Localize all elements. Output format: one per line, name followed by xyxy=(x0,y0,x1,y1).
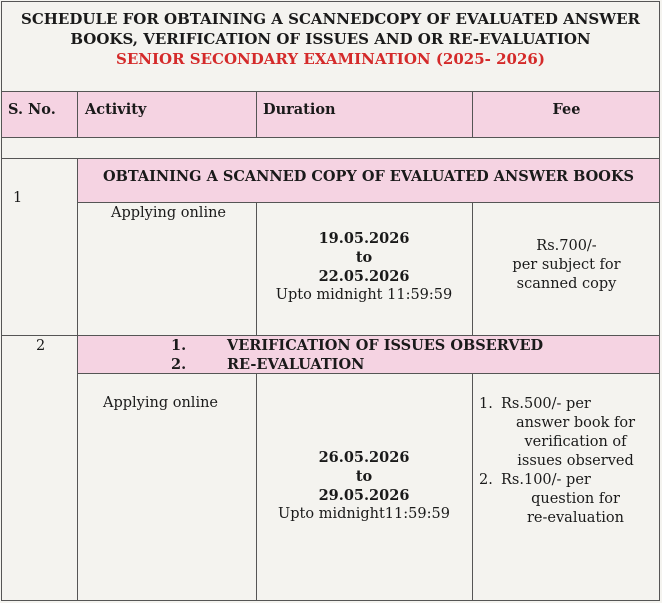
row-1-fee-line: per subject for xyxy=(512,257,621,273)
fee-item xyxy=(479,471,660,528)
fee-item xyxy=(479,395,660,471)
title-line-1: SCHEDULE FOR OBTAINING A SCANNEDCOPY OF EVALUATED ANSWER xyxy=(20,10,641,28)
row-1-date-to: 22.05.2026 xyxy=(318,268,410,285)
fee-item-first: Rs.100/- per xyxy=(501,472,591,488)
row-1-fee xyxy=(473,237,660,294)
rule-right xyxy=(659,1,660,601)
row-1-duration xyxy=(256,229,472,305)
rule-left xyxy=(1,1,2,601)
row-2-date-from: 26.05.2026 xyxy=(318,449,410,466)
section-item-text: RE-EVALUATION xyxy=(227,356,365,373)
section-item-text: VERIFICATION OF ISSUES OBSERVED xyxy=(227,337,544,354)
rule-col-duration xyxy=(472,91,473,138)
row-2-duration xyxy=(256,448,472,524)
document-title xyxy=(5,9,656,69)
row-1-upto: Upto midnight 11:59:59 xyxy=(275,287,453,303)
schedule-document xyxy=(1,1,660,601)
fee-item-number: 1. xyxy=(479,396,493,412)
fee-item-line: verification of xyxy=(524,434,627,450)
title-exam-name: SENIOR SECONDARY EXAMINATION (2025- 2026) xyxy=(116,50,545,68)
fee-item-number: 2. xyxy=(479,472,493,488)
header-duration: Duration xyxy=(263,101,336,118)
row-2-to: to xyxy=(355,468,373,485)
rule-spacer-bottom xyxy=(1,158,660,159)
rule-col-activity xyxy=(256,373,257,601)
header-fee: Fee xyxy=(552,101,581,118)
rule-bottom xyxy=(1,600,660,601)
header-sno: S. No. xyxy=(8,101,56,118)
rule-col-duration xyxy=(472,373,473,601)
row-2-section-item xyxy=(171,355,543,374)
row-2-section-item xyxy=(171,336,543,355)
section-item-number: 2. xyxy=(171,356,187,373)
fee-item-first: Rs.500/- per xyxy=(501,396,591,412)
fee-item-line: issues observed xyxy=(517,453,634,469)
row-1-fee-line: Rs.700/- xyxy=(536,238,597,254)
rule-row-1-bottom xyxy=(1,335,660,336)
row-2-date-to: 29.05.2026 xyxy=(318,487,410,504)
fee-item-line: question for xyxy=(531,491,620,507)
row-1-fee-line: scanned copy xyxy=(516,276,617,292)
rule-col-duration xyxy=(472,202,473,335)
rule-section-1-bottom xyxy=(77,202,660,203)
rule-header-bottom xyxy=(1,137,660,138)
row-1-date-from: 19.05.2026 xyxy=(318,230,410,247)
header-activity: Activity xyxy=(85,101,147,118)
row-1-activity: Applying online xyxy=(111,205,226,221)
rule-section-2-bottom xyxy=(77,373,660,374)
fee-item-line: re-evaluation xyxy=(527,510,624,526)
rule-header-top xyxy=(1,91,660,92)
row-2-sno: 2 xyxy=(36,338,46,354)
rule-col-sno xyxy=(77,158,78,601)
row-2-section-heading xyxy=(171,336,543,374)
row-1-to: to xyxy=(355,249,373,266)
fee-item-line: answer book for xyxy=(515,415,636,431)
rule-col-activity xyxy=(256,202,257,335)
title-line-2: BOOKS, VERIFICATION OF ISSUES AND OR RE-EVALUATION xyxy=(70,30,591,48)
rule-col-sno xyxy=(77,91,78,138)
row-2-fee xyxy=(479,395,660,528)
rule-top xyxy=(1,1,660,2)
row-1-sno: 1 xyxy=(13,190,23,206)
row-2-activity: Applying online xyxy=(103,395,218,411)
row-1-section-heading: OBTAINING A SCANNED COPY OF EVALUATED ANSWER BOOKS xyxy=(102,168,635,185)
rule-col-activity xyxy=(256,91,257,138)
row-2-upto: Upto midnight11:59:59 xyxy=(278,506,450,522)
section-item-number: 1. xyxy=(171,337,187,354)
